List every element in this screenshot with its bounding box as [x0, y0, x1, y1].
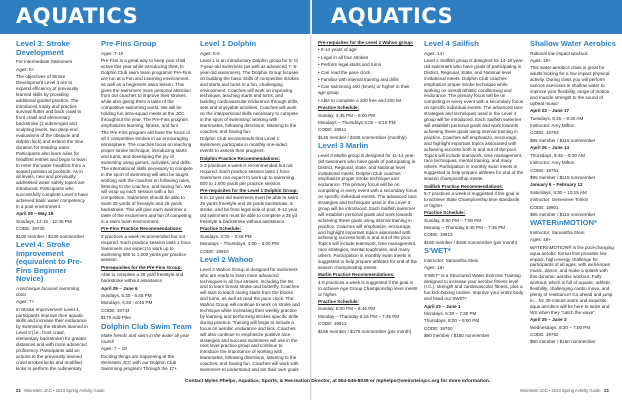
text-line: Make friends and swim in the water all year round!: [101, 333, 190, 345]
text-line: $95 member / $115 nonmember: [530, 174, 596, 180]
text-line: Prerequisites for the Pre-Fins Group:: [101, 264, 182, 270]
text-line: 8 to 12 year old swimmers must be able to swim 25 yards freestyle and 25 yards backstroke. 5 stroke, and be from legal side of pool. 9-12 year old swimmers must be able to complete a 25 yd freestyle & backstroke without assistance.: [200, 195, 299, 225]
text-line: $179 Add-Pike: [101, 315, 131, 321]
text-line: • Able to complete a 200 free and 200 IM: [318, 97, 402, 103]
text-line: Pre-Fins Practice Recommendations:: [101, 226, 183, 232]
text-line: CODE: 19760: [424, 325, 453, 331]
text-line: April 25 – June 3: [530, 317, 567, 323]
text-line: Sundays, 3:30 – 3:45 PM: [200, 233, 252, 239]
text-line: CODE: 19912: [318, 321, 347, 327]
column-4: [318, 40, 418, 372]
text-line: Exciting things are happening at the Weinstein JCC with our Dolphin Club Swimming program! Through the 17+: [101, 353, 177, 371]
text-line: $80 member / $160 nonmember: [530, 339, 596, 345]
text-line: Mondays – Thursdays 5:00 – 6:15 PM: [318, 119, 396, 125]
column-6: [530, 40, 616, 372]
text-line: Marlin Practice Recommendations:: [318, 272, 395, 278]
page-title-right: AQUATICS: [331, 4, 454, 28]
text-line: Ages: 6+: [16, 66, 35, 72]
text-line: CODE: 19910: [200, 248, 229, 254]
text-line: Wednesdays, 6:30 – 7:00 PM: [530, 324, 591, 330]
text-line: The Pre-Fins program will have the focus of all 4 competitive strokes in an encouraging atmosphere. The coaches focus on teaching proper stroke technique, introducing starts and turns, and developing the joy of swimming using games, activities, and drills. The international skills necessary to compete in the sport of swimming will also be taught working with the coaches on following rules, listening to the coaches, and having fun. We will wrap up each session with a fun competition. Swimmers should be able to swim 25 yards of freestyle and 25 yards backstroke. This will give each swimmer a taste of the excitement and fun of competing in a swim team environment.: [101, 130, 193, 224]
section-heading: WATERinMOTION*: [530, 218, 597, 228]
text-line: Saturdays, 9:30 – 10:15 AM: [530, 189, 587, 195]
page-number-right: 23: [604, 388, 609, 393]
footer-right: [520, 388, 609, 393]
running-footer-right: Weinstein JCC • 2023 Spring Activity Guide: [520, 388, 601, 393]
text-line: Sunday, 3:45 PM – 5:00 PM: [318, 112, 376, 118]
text-line: 5-7 practices a week is suggested if the goal is to achieve State Championship time standards or higher.: [424, 190, 519, 208]
text-line: For intermediate Swimmers: [16, 59, 73, 65]
text-line: The objectives of Stroke Development Level 3 are to expand efficiency of previously learned skills by providing additional guided practice. The introduced rotary and practice survival flutter and back crawl to front crawl and elementary backstroke (2 submerged and sculpting levels, two deep-end evaluations of the obstacle and dolphin kick) and extend the time duration for treading water. Participants also learn rules for headfirst entries and begin to learn to enter the water headfirst from a seated position at poolside. As in all levels, new and previously addressed water safety topics are introduced. Participants who successfully complete Level 3 have achieved basic water competency in a pool environment.: [16, 74, 88, 209]
text-line: • Familiar with interval training and drills: [318, 77, 399, 83]
section-heading: S'WET*: [424, 246, 451, 256]
running-footer-left: Weinstein JCC • 2023 Spring Activity Guide: [24, 388, 105, 393]
text-line: Sunday, 5:00 PM – 7:00 PM: [424, 217, 482, 223]
text-line: Ages: 5-8: [200, 50, 220, 56]
section-heading: Shallow Water Aerobics: [530, 40, 616, 48]
page-number-left: 22: [16, 388, 21, 393]
text-line: $95 member / $115 nonmember: [530, 211, 596, 217]
text-line: Instructor: Amy Mifton: [530, 160, 575, 166]
section-heading: Level 3 Marlin: [318, 141, 369, 151]
column-1: [16, 40, 88, 372]
page-spine: [310, 0, 312, 400]
text-line: Practice Schedule:: [318, 299, 360, 305]
text-line: S'WET* is a Structured Water Exercise Training designed to increase your aerobic fitness level (I.C.), strength and cardiovascular fitness, plus a fun kick-boxing routine. Improve your entire body and head out SWET!: [424, 272, 524, 302]
column-5: [424, 40, 524, 372]
text-line: Pre-requisites for the Level 1 Dolphin Group:: [200, 188, 299, 194]
text-line: Ages: 14+: [424, 50, 445, 56]
text-line: CODE: 19761: [530, 167, 559, 173]
text-line: Able to complete a 25 yard freestyle and backstroke without assistance.: [101, 272, 184, 284]
text-line: $100 member / $130 nonmember: [16, 233, 85, 239]
section-heading: Dolphin Club Swim Team: [101, 321, 192, 331]
section-heading: Level 3: Stroke Development: [16, 40, 71, 57]
text-line: • Perform legal starts and turns: [318, 62, 382, 68]
text-line: Ages: 18+: [530, 58, 551, 63]
text-line: Practice Schedule:: [200, 226, 242, 232]
text-line: 4-5 practices a week is suggested if the goal is to achieve Age Group Championship level meets or higher.: [318, 279, 418, 297]
text-line: April 29 – May 18: [16, 211, 54, 217]
text-line: Tuesdays, 8:45 – 9:30 AM: [530, 115, 584, 121]
text-line: In Stroke Improvement Level 4, participants improve their aquatic skills and increase their endurance by swimming the strokes learned in Level 3 (i.e., front crawl, elementary backstroke) for greater distances and with more advanced proficiency. Participants add an actions to the previously learned crawl strokes kicks and modified kicks to perform the rudimentary: [16, 306, 88, 371]
text-line: $155 member / $175 nonmember (per month): [318, 328, 412, 334]
text-line: Sunday, 5:00 PM – 6:45 PM: [318, 306, 376, 312]
text-line: April 23 – June 17: [530, 108, 570, 114]
text-line: $160 member / $185 nonmember (per month): [424, 239, 518, 245]
text-line: WATERinMOTION® is the pool-changing aqua aerobic format that provides low impact, high-energy challenge for participants of all ages, with well-known music, dance, and make a splash with this dynamic aerobic workout. Fully workout, which is full of aquatic, athletic, flexibility, challenging cardio move, and plenty of resistance! Go ahead and jump in... for 20-minute warm and exquisite aqua aerobics will be here to seize and WS when they "catch the wave".: [530, 244, 614, 315]
text-line: CODE: 19762: [530, 331, 559, 337]
section-heading: Pre-Fins Group: [101, 40, 157, 48]
text-line: • 9-14 years of age: [318, 47, 357, 53]
text-line: Pre-Fins is a great way to keep your child active this year while introducing them to Dolphin Club swim team programs! Pre-Fins are run at a Fun and Learning environment, as well as a beginners swim lesson. This gives the swimmers more personal attention from our coaches to improve their strokes, while also giving them a taste of the competitive swimming world. We will be holding fun intra-squad meets at the JCC throughout the year. The Pre-Fins program emphasizes learning, fitness, and fun!: [101, 58, 192, 128]
text-line: Ages: 18+: [530, 237, 551, 243]
text-line: Ages: 7-10: [101, 50, 124, 56]
text-line: Rational low impact workout: [530, 50, 588, 56]
section-heading: Level 2 Wahoo: [200, 255, 253, 265]
text-line: 2-3 practices a week is recommended but not required. Each practice session lasts 1 hour. Swimmers can expect to work up to swimming 500 to 1,000 yards per practice session.: [200, 162, 295, 186]
text-line: Thursdays, 8:00 – 9:00 PM: [424, 318, 480, 324]
text-line: This water aerobics class is great for adults looking for a low impact physical activity. During class you will perform various exercises in shallow water to improve your flexibility, range of motion, and muscle strength to the sound of upbeat music!: [530, 65, 611, 106]
text-line: A technique focused swimming class: [16, 285, 80, 297]
text-line: CODE: 19913: [424, 232, 453, 238]
text-line: Ages: 18+: [424, 265, 445, 271]
text-line: Instructor: Samantha Stein: [530, 229, 585, 235]
text-line: January 6 – February 12: [530, 182, 583, 188]
text-line: CODE: 19901: [530, 204, 559, 210]
text-line: Mondays, 6:30 – 7:30 PM: [424, 311, 477, 317]
text-line: April 23 – June 1: [424, 303, 461, 309]
footer-left: [16, 388, 105, 393]
text-line: Instructor: Genevieve Tonkin: [530, 197, 589, 203]
text-line: 2 practices a week recommended but not required. Each practice session lasts 1 hour. Swimmers can expect to work up to swimming 500 to 1,000 yards per practice session.: [101, 233, 192, 263]
column-3: [200, 40, 300, 372]
text-line: $145 member / $185 nonmember (monthly): [318, 134, 407, 140]
text-line: Level 3 Marlin group is designed for 11-14 year-old swimmers who have goals of participating in District, Regional, State, and National level invitational meets. Dolphin Club coaches emphasize proper stroke technique and endurance. The primary focus will be on competing in every event with a secondary focus on specific individual events. The advanced race strategies and techniques used in the Level 3 group will be introduced. Each Sailfish swimmer will establish personal goals and work towards achieving these goals using interval training in practice. Coaches will emphasize, encourage, and highlight important topics associated with achieving success both in and out of the pool. Topics will include teamwork, time management, race strategies, mental toughness, and many others. Participation in monthly swim meets is suggested to help prepare athletes for end of the season championship meets.: [318, 152, 418, 270]
text-line: Ages: 7+: [16, 299, 35, 305]
text-line: Ages: 7 – 18: [101, 346, 127, 352]
text-line: Practice Schedule:: [424, 210, 466, 216]
section-heading: Level 1 Dolphin: [200, 40, 257, 48]
text-line: • Can swimming 400 (times) or higher in their age group: [318, 84, 410, 96]
text-line: Instructor: Amy Mifton: [530, 123, 575, 129]
text-line: Mondays, 5:30 - 6:45 PM: [101, 300, 153, 306]
text-line: Dolphin Practice Recommendations:: [200, 155, 281, 161]
text-line: CODE: 19911: [318, 127, 347, 133]
section-heading: Level 4 Sailfish: [424, 40, 479, 48]
text-line: • Can read the pace clock: [318, 69, 371, 75]
text-line: Sailfish Practice Recommendations:: [424, 183, 504, 189]
column-2: [101, 40, 193, 372]
text-line: Mondays – Thursdays, 4:00 – 5:00 PM: [200, 241, 279, 247]
text-line: $95 member / $115 nonmember: [530, 137, 596, 143]
text-line: Practice Schedule:: [318, 105, 360, 111]
text-line: April 26 – June 14: [530, 145, 570, 151]
text-line: • Legal in all four strokes: [318, 54, 369, 60]
text-line: Level 2 Wahoo Group is designed for swimmers who are ready to learn more advanced techniques in all four strokes, including the IM, and to learn breast stroke and butterfly. Coaches will start to teach racing starts from the blocks and turns, as well as read the pace clock. The Wahoo Group will continue to work on stroke and technique while increasing their weekly practice by learning and performing strokes specific drills during practice. Training will begin to include a focus on aerobic endurance and kick. Coaches will also continue to emphasize positive race strategies and success swimmers will use in the next level practice group and continue to introduce the importance of working with teammates, following directions, listening to the coaches, and having fun. Coaches will work with swimmers to understand and set their own goals: [200, 266, 300, 372]
text-line: Instructor: Samantha Stein: [424, 257, 479, 263]
text-line: CODE: 19763: [530, 130, 559, 136]
text-line: Level 4 Sailfish group is designed for 14-18 year-old swimmers who have goals of participating in District, Regional, State, and National level invitational meets. Dolphin Club coaches emphasize proper stroke technique while working on overall athletic conditioning and endurance. The primary focus will be on competing in every event with a secondary focus on specific individual events. The advanced race strategies and techniques used in the Level 4 group will be introduced. Each Sailfish swimmer will establish personal goals and work towards achieving these goals using interval training in practice. Coaches will emphasize, encourage, and highlight important topics associated with achieving success both in and out of the pool. Topics will include teamwork, time management, race techniques, mental training, and many others. Participation in monthly swim meets is suggested to help prepare athletes for end of the season championship meets.: [424, 58, 524, 182]
text-line: $60 member / $150 nonmember: [424, 333, 490, 339]
text-line: Monday – Thursday 5:45 PM – 7:45 PM: [424, 224, 506, 230]
page-title-left: AQUATICS: [16, 4, 139, 28]
section-heading: Level 4: Stroke Improvement (equivalent to Pre-Fins Beginner Novice): [16, 239, 83, 284]
text-line: CODE: 19740: [16, 226, 45, 232]
text-line: Pre-requisites for the Level 2 Wahoo group:: [318, 40, 414, 45]
text-line: Dolphin Club recommends that Level 1 swimmers participate in monthly one-sided events to assess their progress.: [200, 136, 287, 154]
text-line: Monday – Thursday 5:15 PM – 7:45 PM: [318, 313, 400, 319]
text-line: Level 1 is an introductory Dolphin group for 5- to 7-year-old swimmers (as well as advanced 7- 8-year-old swimmers). The Dolphin Group focuses on building the basic skills of competitive strokes and starts and turns in a fun, challenging environment. Coaches will work on improving technique, teaching starts and turns, and building cardiovascular endurance through drills, sets and enjoyable activities. Coaches will work on the interpersonal skills necessary to compete in the sport of swimming: working with teammates, following directions, listening to the coaches, and having fun.: [200, 58, 299, 134]
text-line: CODE: 19744: [101, 307, 130, 313]
contact-note: Contact Myles Phelps, Aquatics, Sports, & Recreation Director, at 804-545-8039 or mphelps@weinsteinjcc.org for more information.: [185, 379, 491, 384]
text-line: Sundays, 5:30 - 6:45 PM: [101, 292, 152, 298]
text-line: Sundays, 12:15 - 12:45 PM: [16, 218, 72, 224]
text-line: April 29 – June 6: [101, 285, 138, 291]
text-line: Thursdays, 8:45 – 9:30 AM: [530, 152, 585, 158]
